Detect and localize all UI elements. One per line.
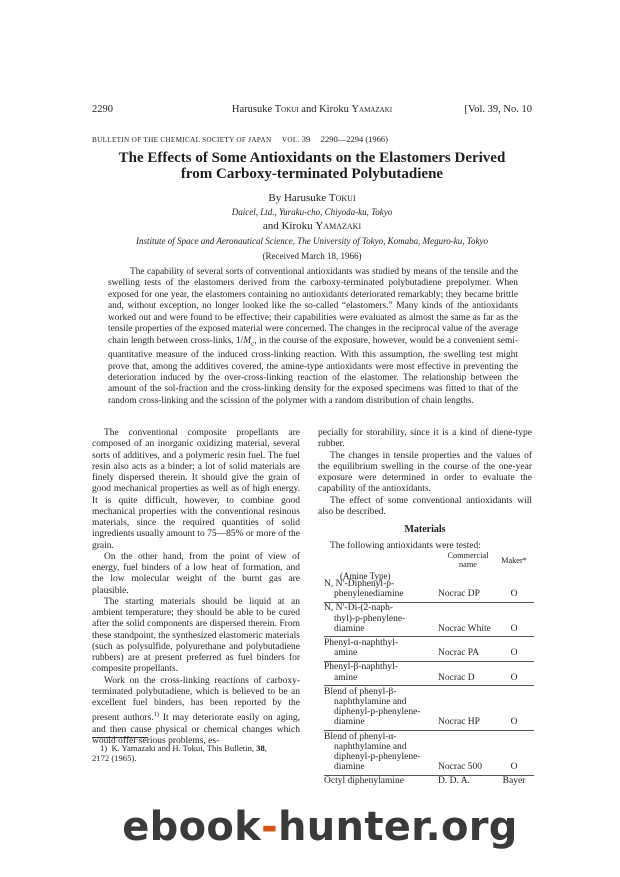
- header-maker: Maker*: [501, 556, 527, 565]
- table-body: [324, 579, 534, 791]
- commercial-name: Nocrac D: [438, 672, 475, 683]
- commercial-name: Nocrac White: [438, 623, 491, 634]
- title-line-2: from Carboxy-terminated Polybutadiene: [180, 166, 444, 182]
- antioxidant-name-line: diamine: [334, 762, 365, 773]
- antioxidant-name-line: Phenyl-α-naphthyl-: [324, 637, 399, 648]
- antioxidant-name-line: phenylenediamine: [334, 589, 404, 600]
- antioxidant-name: [324, 732, 436, 773]
- watermark-logo: ebook-hunter.org: [122, 804, 518, 850]
- paragraph: pecially for storability, since it is a kind of diene-type rubber.: [318, 428, 532, 450]
- antioxidant-name-line: diamine: [334, 717, 365, 728]
- paragraph: The starting materials should be liquid at an ambient temperature; they should be able to be cured after the solid components are dispersed therein. From these standpoint, the synthesized elastomeric materials (such as polysulfide, polyurethane and polybutadiene rubbers) are at present preferred as fuel binders for composite propellants.: [92, 596, 300, 675]
- antioxidant-name-line: Blend of phenyl-α-: [324, 731, 397, 742]
- table-header: [324, 551, 534, 579]
- abstract: The capability of several sorts of conventional antioxidants was studied by means of the tensile and the swelling tests of the elastomers derived from the carboxy-terminated polybutadiene prepolymer. When exposed for one year, the elastomers containing no antioxidants deteriorated remarkably; they became brittle and, without exception, no longer looked like the so-called “elastomers.” Many kinds of the antioxidants worked out and were found to be effective; their capabilities were evaluated as almost the same as far as the tensile properties of the exposed material were concerned. The changes in the reciprocal value of the average chain length between cross-links, $1/M_c$, in the course of the exposure, however, would be a convenient semi-quantitative measure of the induced cross-linking reaction. With this assumption, the swelling test might prove that, among the additives covered, the amine-type antioxidants were most effective in preventing the deterioration induced by the over-cross-linking reaction of the elastomer. The relationship between the amount of the sol-fraction and the cross-linking density for the exposed specimens was fitted to that of the random cross-linking and the scission of the polymer with a random distribution of chain lengths.: [108, 267, 518, 406]
- commercial-name: D. D. A.: [438, 776, 470, 787]
- table-row: [324, 687, 534, 732]
- antioxidant-name: [324, 579, 436, 599]
- title-line-1: The Effects of Some Antioxidants on the Elastomers Derived: [118, 150, 506, 166]
- maker: O: [510, 623, 518, 634]
- table-row: [324, 638, 534, 662]
- antioxidant-name: [324, 603, 436, 634]
- paragraph: Work on the cross-linking reactions of carboxy-terminated polybutadiene, which is believed to be an excellent fuel binders, has been reported by the present authors.$^{1)}$ It may deteriorate easily on aging, and then cause physical or chemical changes which would offer serious problems, es-: [92, 675, 300, 746]
- antioxidant-name-line: amine: [334, 672, 358, 683]
- table-row: [324, 603, 534, 638]
- table-row: [324, 776, 534, 790]
- antioxidant-name-line: naphthylamine and: [334, 741, 407, 752]
- maker: O: [510, 589, 518, 600]
- journal-vol-number: 39: [301, 134, 311, 144]
- antioxidant-name-line: diphenyl-p-phenylene-: [334, 707, 421, 718]
- section-heading-materials: Materials: [404, 524, 446, 535]
- author-1: By Harusuke Tokui: [268, 192, 356, 204]
- footnote-number: 1): [100, 743, 108, 753]
- page-number: 2290: [92, 104, 113, 115]
- affiliation-1: Daicel, Ltd., Yuraku-cho, Chiyoda-ku, Tokyo: [231, 207, 393, 217]
- antioxidant-name-line: amine: [334, 648, 358, 659]
- antioxidant-name: [324, 687, 436, 728]
- table-row: [324, 579, 534, 603]
- materials-intro: The following antioxidants were tested:: [330, 541, 481, 551]
- right-column: [318, 428, 532, 518]
- footnote-rule: [92, 737, 148, 738]
- table-row: [324, 732, 534, 777]
- maker: O: [510, 717, 518, 728]
- antioxidant-name-line: naphthylamine and: [334, 696, 407, 707]
- antioxidant-name-line: Octyl diphenylamine: [324, 776, 404, 787]
- commercial-name: Nocrac 500: [438, 762, 483, 773]
- paragraph: On the other hand, from the point of view of energy, fuel binders of a low heat of formation, and the low molecular weight of the burnt gas are plausible.: [92, 551, 300, 596]
- commercial-name: Nocrac HP: [438, 717, 480, 728]
- maker: O: [510, 672, 518, 683]
- antioxidant-name: [324, 776, 436, 786]
- antioxidant-name: [324, 638, 436, 658]
- antioxidant-table: [324, 551, 534, 791]
- paper-title: [92, 150, 532, 182]
- paragraph: The conventional composite propellants are composed of an inorganic oxidizing material, several sorts of additives, and a polymeric resin fuel. The fuel resin also acts as a binder; a lot of solid materials are finely dispersed therein. It should give the grain of good mechanical properties as well as of high energy. It is quite difficult, however, to combine good mechanical properties with the conventional resinous materials, since the required quantities of solid ingredients usually amount to 75—85% or more of the grain.: [92, 428, 300, 551]
- left-column: [92, 428, 300, 747]
- affiliation-2: Institute of Space and Aeronautical Science, The University of Tokyo, Komaba, Meguro-ku, Tokyo: [136, 236, 488, 246]
- commercial-name: Nocrac DP: [438, 589, 480, 600]
- journal-vol-label: VOL.: [281, 136, 300, 144]
- antioxidant-name-line: diphenyl-p-phenylene-: [334, 751, 421, 762]
- paragraph: The changes in tensile properties and the values of the equilibrium swelling in the course of the one-year exposure were determined in order to evaluate the capability of the antioxidants.: [318, 450, 532, 495]
- header-amine-type: (Amine Type): [340, 571, 391, 581]
- table-row: [324, 662, 534, 686]
- antioxidant-name-line: N, N′-Diphenyl-p-: [324, 579, 395, 589]
- antioxidant-name: [324, 662, 436, 682]
- antioxidant-name-line: diamine: [334, 623, 365, 634]
- header-commercial-name: Commercial name: [447, 551, 489, 569]
- antioxidant-name-line: Phenyl-β-naphthyl-: [324, 662, 398, 673]
- author-2: and Kiroku Yamazaki: [262, 220, 362, 232]
- antioxidant-name-line: thyl)-p-phenylene-: [334, 613, 406, 624]
- journal-line: [92, 134, 532, 144]
- paragraph: The effect of some conventional antioxidants will also be described.: [318, 495, 532, 517]
- running-head-authors: Harusuke Tokui and Kiroku Yamazaki: [231, 104, 393, 115]
- footnote: 1) K. Yamazaki and H. Tokui, This Bulletin, 38, 2172 (1965).: [92, 743, 267, 763]
- antioxidant-name-line: Blend of phenyl-β-: [324, 686, 397, 697]
- commercial-name: Nocrac PA: [438, 648, 480, 659]
- maker: O: [510, 762, 518, 773]
- maker: Bayer: [502, 776, 526, 787]
- journal-name: BULLETIN OF THE CHEMICAL SOCIETY OF JAPAN: [92, 136, 272, 144]
- received-date: (Received March 18, 1966): [262, 251, 362, 261]
- citation-ref: 1): [153, 711, 160, 719]
- antioxidant-name-line: N, N′-Di-(2-naph-: [324, 603, 394, 614]
- journal-pages-year: 2290—2294 (1966): [320, 134, 389, 144]
- running-head-volume: [Vol. 39, No. 10: [464, 104, 532, 115]
- maker: O: [510, 648, 518, 659]
